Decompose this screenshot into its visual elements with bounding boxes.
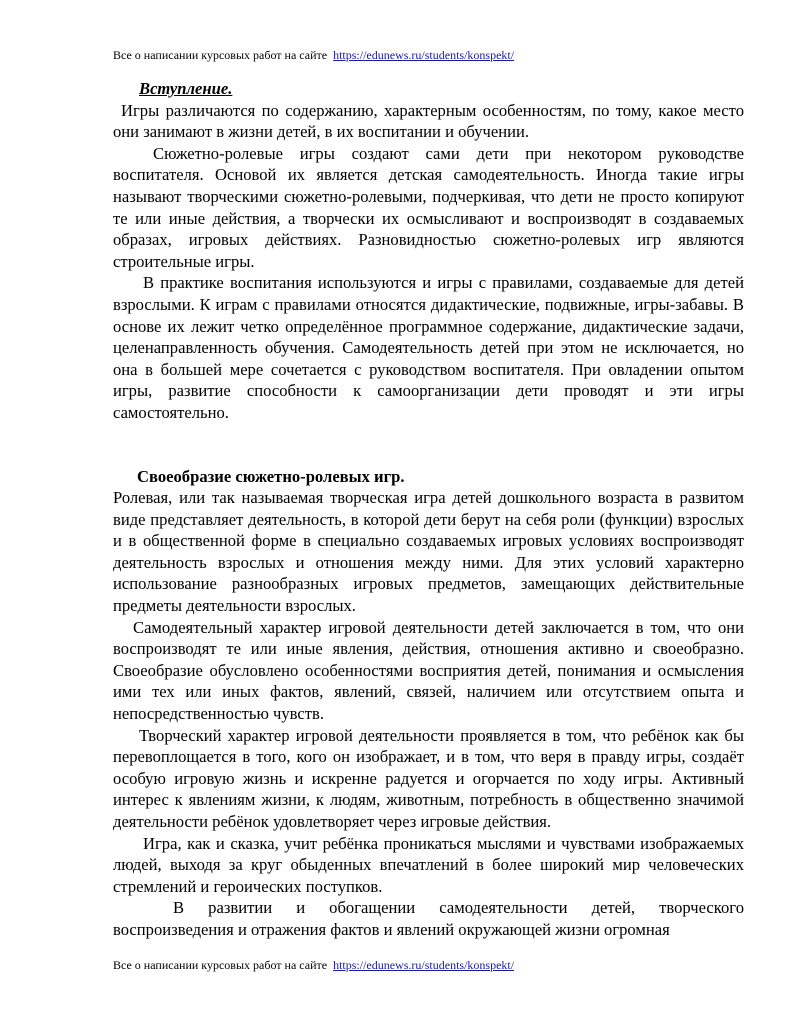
- footer-link[interactable]: https://edunews.ru/students/konspekt/: [333, 958, 515, 972]
- paragraph: В развитии и обогащении самодеятельности детей, творческого воспроизведения и отражения фактов и явлений окружающей жизни огромная: [113, 898, 744, 939]
- page-header: [113, 48, 514, 62]
- header-link[interactable]: https://edunews.ru/students/konspekt/: [333, 48, 515, 62]
- footer-text: Все о написании курсовых работ на сайте: [113, 958, 328, 972]
- paragraph: Игры различаются по содержанию, характерным особенностям, по тому, какое место они занимают в жизни детей, в их воспитании и обучении.: [113, 100, 744, 142]
- paragraph: Игра, как и сказка, учит ребёнка проникаться мыслями и чувствами изображаемых людей, выходя за круг обыденных впечатлений в более широкий мир человеческих стремлений и героических поступков.: [113, 833, 744, 896]
- paragraph: В практике воспитания используются и игры с правилами, создаваемые для детей взрослыми. К играм с правилами относятся дидактические, подвижные, игры-забавы. В основе их лежит четко определённое программное содержание, дидактические задачи, целенаправленность обучения. Самодеятельность детей при этом не исключается, но она в большей мере сочетается с руководством воспитателя. При овладении опытом игры, развитие способности к самоорганизации дети проводят и эти игры самостоятельно.: [113, 273, 744, 422]
- paragraph: Ролевая, или так называемая творческая игра детей дошкольного возраста в развитом виде представляет деятельность, в которой дети берут на себя роли (функции) взрослых и в общественной форме в специально создаваемых игровых условиях воспроизводят деятельность взрослых и отношения между ними. Для этих условий характерно использование разнообразных игровых предметов, замещающих действительные предметы деятельности взрослых.: [113, 488, 744, 616]
- paragraph: Сюжетно-ролевые игры создают сами дети при некотором руководстве воспитателя. Основой их является детская самодеятельность. Иногда такие игры называют творческими сюжетно-ролевыми, подчеркивая, что дети не просто копируют те или иные действия, а творчески их осмысливают и воспроизводят в создаваемых образах, игровых действиях. Разновидностью сюжетно-ролевых игр являются строительные игры.: [113, 143, 744, 271]
- header-text: Все о написании курсовых работ на сайте: [113, 48, 328, 62]
- section-heading: Своеобразие сюжетно-ролевых игр.: [137, 466, 405, 486]
- paragraph: Самодеятельный характер игровой деятельности детей заключается в том, что они воспроизводят те или иные явления, действия, отношения активно и своеобразно. Своеобразие обусловлено особенностями восприятия детей, понимания и осмысления ими тех или иных фактов, явлений, связей, наличием или отсутствием опыта и непосредственностью чувств.: [113, 617, 744, 724]
- document-body: [113, 78, 744, 941]
- page-footer: [113, 958, 514, 972]
- paragraph: Творческий характер игровой деятельности проявляется в том, что ребёнок как бы перевоплощается в того, кого он изображает, и в том, что веря в правду игры, создаёт особую игровую жизнь и искренне радуется и огорчается по ходу игры. Активный интерес к явлениям жизни, к людям, животным, потребность в общественно значимой деятельности ребёнок удовлетворяет через игровые действия.: [113, 725, 744, 831]
- intro-heading: Вступление.: [139, 79, 233, 98]
